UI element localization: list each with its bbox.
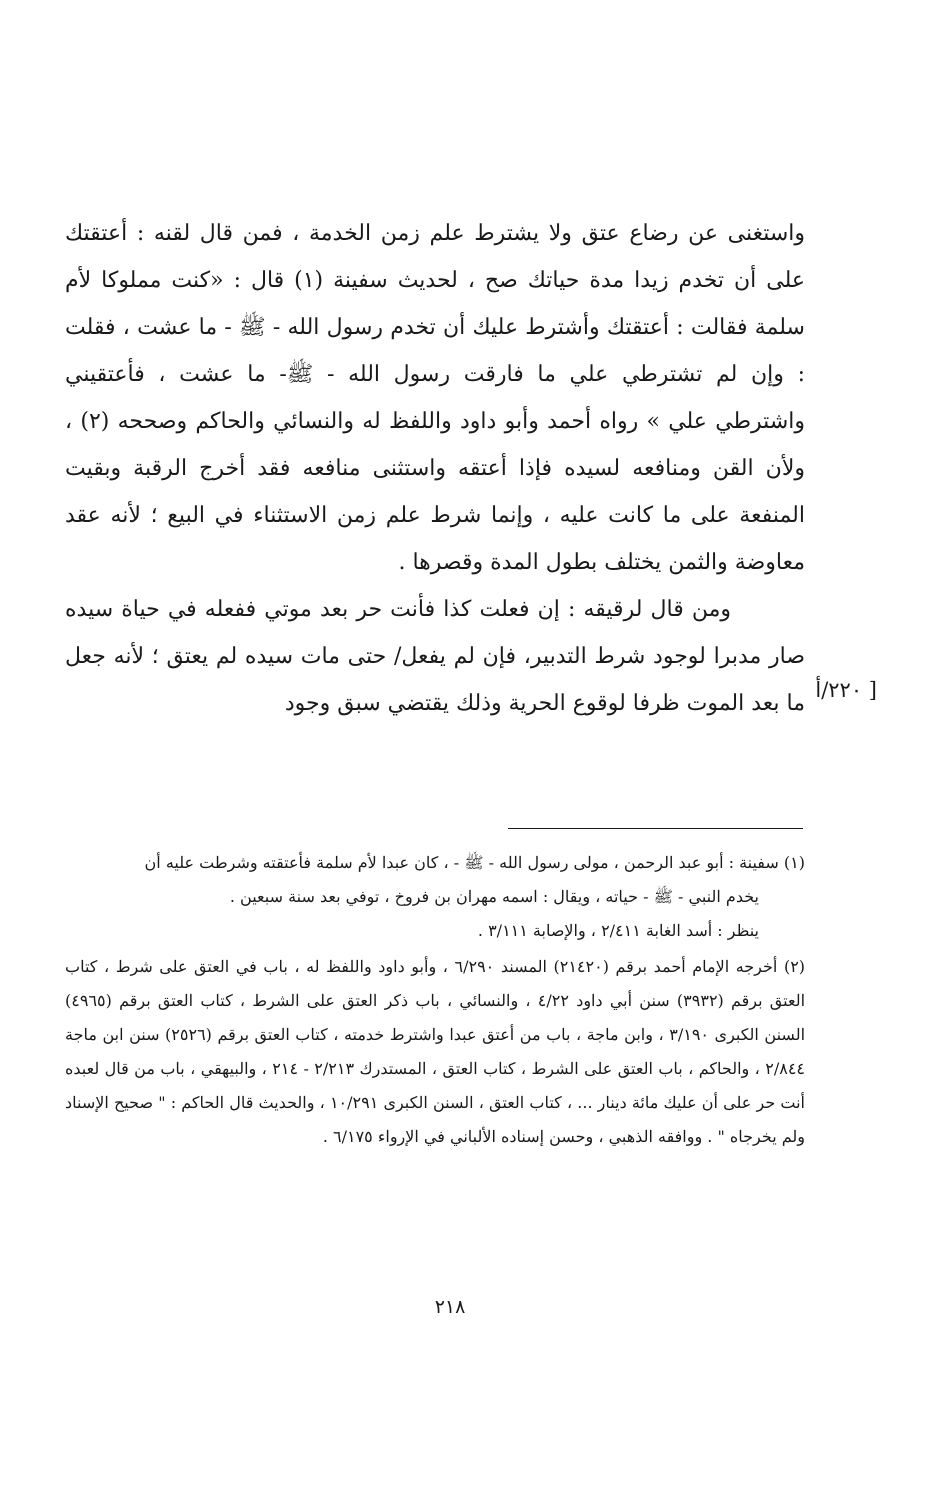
paragraph-2: ومن قال لرقيقه : إن فعلت كذا فأنت حر بعد موتي ففعله في حياة سيده صار مدبرا لوجود شرط التدبير، فإن لم يفعل/ حتى مات سيده لم يعتق ؛ لأنه جعل ما بعد الموت ظرفا لوقوع الحرية وذلك يقتضي سبق وجود xyxy=(65,597,805,716)
footnote-1-line-3: ينظر : أسد الغابة ٢/٤١١ ، والإصابة ٣/١١١ . xyxy=(477,921,759,940)
main-text-body xyxy=(65,210,805,727)
paragraph-1: واستغنى عن رضاع عتق ولا يشترط علم زمن الخدمة ، فمن قال لقنه : أعتقتك على أن تخدم زيدا مدة حياتك صح ، لحديث سفينة (١) قال : «كنت مملوكا لأم سلمة فقالت : أعتقتك وأشترط عليك أن تخدم رسول الله - ﷺ - ما عشت ، فقلت : وإن لم تشترطي علي ما فارقت رسول الله - ﷺ- ما عشت ، فأعتقيني واشترطي علي » رواه أحمد وأبو داود واللفظ له والنسائي والحاكم وصححه (٢) ، ولأن القن ومنافعه لسيده فإذا أعتقه واستثنى منافعه فقد أخرج الرقبة وبقيت المنفعة على ما كانت عليه ، وإنما شرط علم زمن الاستثناء في البيع ؛ لأنه عقد معاوضة والثمن يختلف بطول المدة وقصرها . xyxy=(65,221,805,575)
footnote-separator xyxy=(508,828,803,829)
footnote-2-text: أخرجه الإمام أحمد برقم (٢١٤٢٠) المسند ٦/٢٩٠ ، وأبو داود واللفظ له ، باب في العتق على شرط ، كتاب العتق برقم (٣٩٣٢) سنن أبي داود ٤/٢٢ ، والنسائي ، باب ذكر العتق على الشرط ، كتاب العتق برقم (٤٩٦٥) السنن الكبرى ٣/١٩٠ ، وابن ماجة ، باب من أعتق عبدا واشترط خدمته ، كتاب العتق برقم (٢٥٢٦) سنن ابن ماجة ٢/٨٤٤ ، والحاكم ، باب العتق على الشرط ، كتاب العتق ، المستدرك ٢/٢١٣ - ٢١٤ ، والبيهقي ، باب من قال لعبده أنت حر على أن عليك مائة دينار ... ، كتاب العتق ، السنن الكبرى ١٠/٢٩١ ، والحديث قال الحاكم : " صحيح الإسناد ولم يخرجاه " . ووافقه الذهبي ، وحسن إسناده الألباني في الإرواء ٦/١٧٥ . xyxy=(65,957,806,1146)
footnote-1 xyxy=(65,846,805,948)
footnote-2-number: (٢) xyxy=(783,957,806,976)
footnotes xyxy=(65,846,805,1156)
footnote-1-line-1: سفينة : أبو عبد الرحمن ، مولى رسول الله - ﷺ - ، كان عبدا لأم سلمة فأعتقته وشرطت عليه أن xyxy=(144,853,779,872)
footnote-1-line-2: يخدم النبي - ﷺ - حياته ، ويقال : اسمه مهران بن فروخ ، توفي بعد سنة سبعين . xyxy=(229,887,759,906)
manuscript-folio-marker: [ ٢٢٠/أ xyxy=(815,678,877,702)
footnote-1-number: (١) xyxy=(783,853,805,872)
page-number: ٢١٨ xyxy=(434,1296,466,1318)
footnote-2 xyxy=(65,950,805,1154)
